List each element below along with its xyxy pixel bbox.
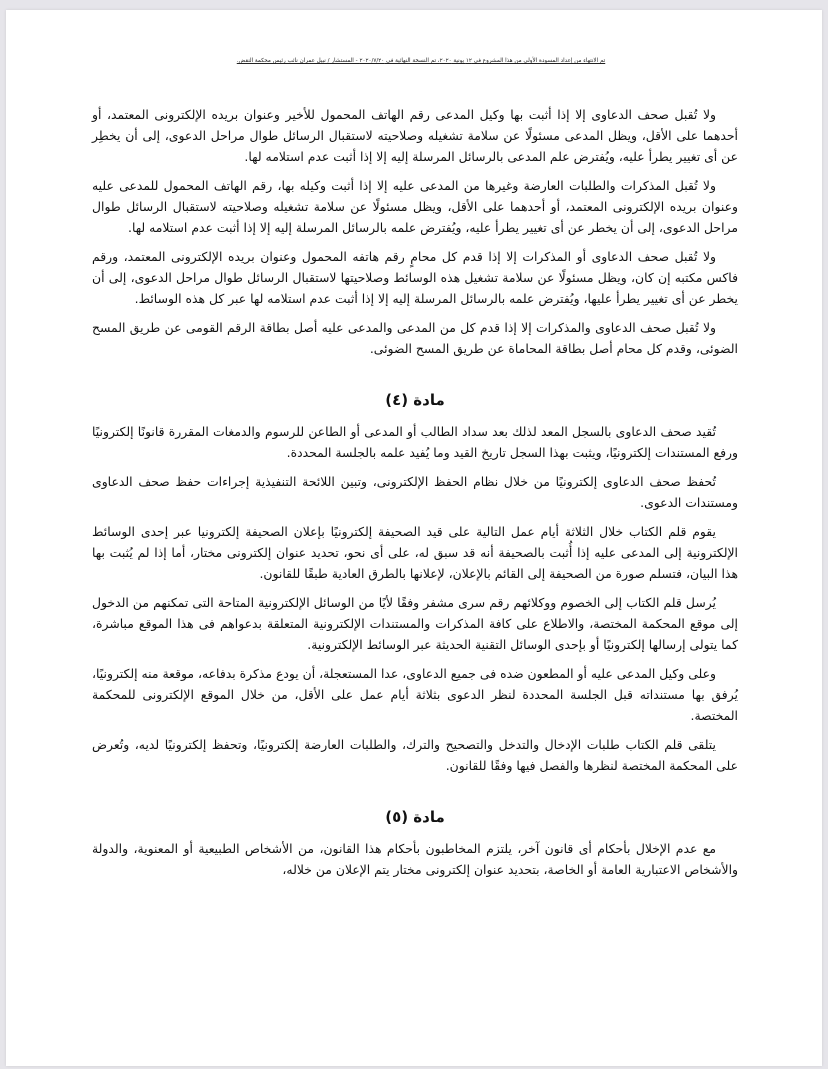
document-body — [92, 104, 738, 888]
intro-paragraph: ولا تُقبل صحف الدعاوى أو المذكرات إلا إذا قدم كل محامٍ رقم هاتفه المحمول وعنوان بريده الإلكترونى المعتمد، ورقم فاكس مكتبه إن كان، ويظل مسئولًا عن سلامة تشغيل هذه الوسائط وصلاحيتها لاستقبال الرسائل طوال مراحل الدعوى، إلى أن يخطر عن أى تغيير يطرأ عليها، ويُفترض علمه بالرسائل المرسلة إليه إلا إذا أثبت عدم استلامه لها عبر كل هذه الوسائط. — [92, 249, 738, 306]
article-paragraph: يُرسل قلم الكتاب إلى الخصوم ووكلائهم رقم سرى مشفر وفقًا لأيًا من الوسائل الإلكترونية المتاحة التى تمكنهم من الدخول إلى موقع المحكمة المختصة، والاطلاع على كافة المذكرات والمستندات الإلكترونية المتعلقة بدعواهم فى هذا الموقع مباشرة، كما يتولى إرسالها إلكترونيًا أو بإحدى الوسائل التقنية الحديثة عبر الوسائط الإلكترونية. — [92, 595, 738, 652]
article-paragraph: تُقيد صحف الدعاوى بالسجل المعد لذلك بعد سداد الطالب أو المدعى أو الطاعن للرسوم والدمغات المقررة قانونًا إلكترونيًا ورفع المستندات إلكترونيًا، ويثبت بهذا السجل تاريخ القيد وما يُفيد علمه بالجلسة المحددة. — [92, 424, 738, 460]
article-title: مادة (٥) — [385, 808, 445, 826]
article-paragraph: يتلقى قلم الكتاب طلبات الإدخال والتدخل والتصحيح والترك، والطلبات العارضة إلكترونيًا، وتحفظ إلكترونيًا لديه، وتُعرض على المحكمة المختصة لنظرها والفصل فيها وفقًا للقانون. — [92, 737, 738, 773]
article-title: مادة (٤) — [385, 391, 445, 409]
document-page — [6, 10, 822, 1066]
header-note: تم الانتهاء من إعداد المسودة الأولى من هذا المشروع في ١٢ يونية ٢٠٢٠، تم النسخة النهائية في ٢٠٢٠/٧/٢٠ - المستشار / نبيل عمران نائب رئيس محكمة النقض. — [236, 58, 606, 64]
intro-paragraph: ولا تُقبل المذكرات والطلبات العارضة وغيرها من المدعى عليه إلا إذا أثبت وكيله بها، رقم الهاتف المحمول للمدعى عليه وعنوان بريده الإلكترونى المعتمد، أو أحدهما على الأقل، ويظل مسئولًا عن سلامة تشغيله وصلاحيته لاستقبال الرسائل طوال مراحل الدعوى، إلى أن يخطر عن أى تغيير يطرأ عليه، ويُفترض علمه بالرسائل المرسلة إليه إلا إذا أثبت عدم استلامه لها. — [92, 178, 738, 235]
intro-paragraph: ولا تُقبل صحف الدعاوى والمذكرات إلا إذا قدم كل من المدعى والمدعى عليه أصل بطاقة الرقم القومى عن طريق المسح الضوئى، وقدم كل محام أصل بطاقة المحاماة عن طريق المسح الضوئى. — [92, 320, 738, 356]
article-paragraph: مع عدم الإخلال بأحكام أى قانون آخر، يلتزم المخاطبون بأحكام هذا القانون، من الأشخاص الطبيعية أو المعنوية، والدولة والأشخاص الاعتبارية العامة أو الخاصة، بتحديد عنوان إلكترونى مختار يتم الإعلان من خلاله، — [92, 841, 738, 877]
article-5 — [92, 806, 738, 880]
article-4 — [92, 389, 738, 776]
article-paragraph: يقوم قلم الكتاب خلال الثلاثة أيام عمل التالية على قيد الصحيفة إلكترونيًا بإعلان الصحيفة إلكترونيا عبر إحدى الوسائط الإلكترونية إلى المدعى عليه إذا أُثبت بالصحيفة أنه قد سبق له، على أى نحو، تحديد عنوان إلكترونى مختار، أما إذا لم يُثبت بها هذا البيان، فتسلم صورة من الصحيفة إلى القائم بالإعلان، لإعلانها بالطرق العادية طبقًا للقانون. — [92, 524, 738, 581]
intro-paragraph: ولا تُقبل صحف الدعاوى إلا إذا أثبت بها وكيل المدعى رقم الهاتف المحمول للأخير وعنوان بريده الإلكترونى المعتمد، أو أحدهما على الأقل، ويظل المدعى مسئولًا عن سلامة تشغيله وصلاحيته لاستقبال الرسائل طوال مراحل الدعوى، إلى أن يخطِر عن أى تغيير يطرأ عليه، ويُفترض علم المدعى بالرسائل المرسلة إليه إلا إذا أثبت عدم استلامه لها. — [92, 107, 738, 164]
article-paragraph: تُحفظ صحف الدعاوى إلكترونيًا من خلال نظام الحفظ الإلكترونى، وتبين اللائحة التنفيذية إجراءات حفظ صحف الدعاوى ومستندات الدعوى. — [92, 474, 738, 510]
article-paragraph: وعلى وكيل المدعى عليه أو المطعون ضده فى جميع الدعاوى، عدا المستعجلة، أن يودع مذكرة بدفاعه، موقعة منه إلكترونيًا، يُرفق بها مستنداته قبل الجلسة المحددة لنظر الدعوى بثلاثة أيام عمل على الأقل، من خلال الموقع الإلكترونى للمحكمة المختصة. — [92, 666, 738, 723]
